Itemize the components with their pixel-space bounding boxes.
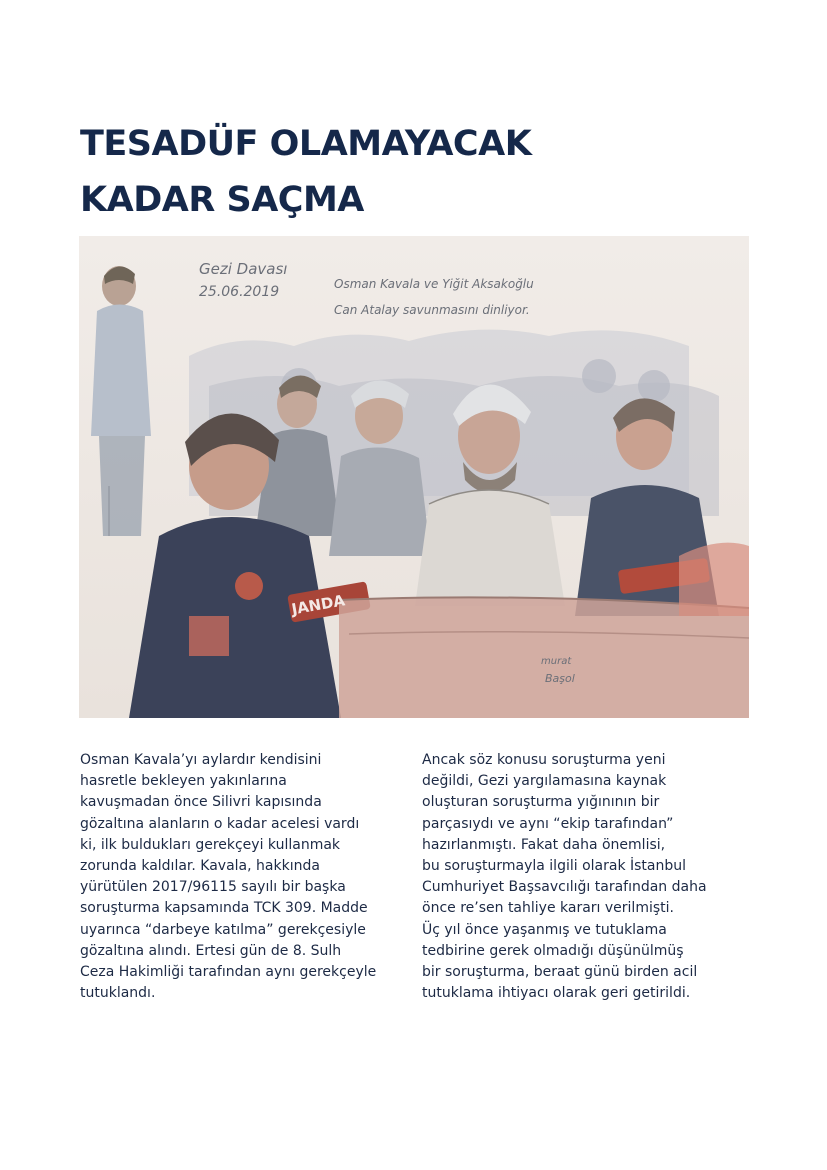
body-left-line: kavuşmadan önce Silivri kapısında (80, 794, 322, 811)
body-left-line: uyarınca “darbeye katılma” gerekçesiyle (80, 921, 366, 938)
body-right-line: oluşturan soruşturma yığınının bir (422, 794, 660, 811)
body-left-line: soruşturma kapsamında TCK 309. Madde (80, 900, 368, 917)
body-left-line: ki, ilk buldukları gerekçeyi kullanmak (80, 836, 341, 853)
body-right-line: Cumhuriyet Başsavcılığı tarafından daha (422, 879, 707, 896)
body-column-left (80, 750, 402, 1004)
body-right-line: hazırlanmıştı. Fakat daha önemlisi, (422, 836, 666, 853)
body-column-right (422, 750, 752, 1004)
body-right-line: parçasıydı ve aynı “ekip tarafından” (422, 815, 674, 832)
body-left-line: gözaltına alındı. Ertesi gün de 8. Sulh (80, 942, 342, 959)
body-left-line: gözaltına alanların o kadar acelesi vardı (80, 815, 360, 832)
body-right-line: bu soruşturmayla ilgili olarak İstanbul (422, 858, 687, 875)
sketch-caption-line-2: Can Atalay savunmasını dinliyor. (334, 303, 530, 317)
body-left-line: tutuklandı. (80, 985, 156, 1002)
sketch-case-label: Gezi Davası (199, 260, 288, 278)
body-right-line: önce re’sen tahliye kararı verilmişti. (422, 900, 674, 917)
body-right-line: Ancak söz konusu soruşturma yeni (422, 752, 666, 768)
body-right-line: tedbirine gerek olmadığı düşünülmüş (422, 942, 684, 959)
sketch-caption-line-1: Osman Kavala ve Yiğit Aksakoğlu (334, 277, 534, 291)
body-right-line: Üç yıl önce yaşanmış ve tutuklama (422, 921, 667, 938)
sketch-signature-line-1: murat (541, 656, 572, 667)
body-left-line: yürütülen 2017/96115 sayılı bir başka (80, 879, 346, 896)
article-title (80, 116, 700, 228)
sketch-badge-text: JANDA (290, 591, 347, 619)
body-right-line: bir soruşturma, beraat günü birden acil (422, 964, 698, 981)
courtroom-sketch (79, 236, 749, 718)
body-left-line: Ceza Hakimliği tarafından aynı gerekçeyle (80, 964, 377, 981)
body-left-line: zorunda kaldılar. Kavala, hakkında (80, 858, 320, 875)
body-left-line: Osman Kavala’yı aylardır kendisini (80, 752, 322, 768)
sketch-date: 25.06.2019 (199, 284, 280, 300)
body-right-line: tutuklama ihtiyacı olarak geri getirildi. (422, 985, 691, 1002)
title-line-1: TESADÜF OLAMAYACAK (80, 124, 532, 164)
body-left-line: hasretle bekleyen yakınlarına (80, 773, 287, 790)
sketch-signature-line-2: Başol (545, 672, 575, 685)
body-right-line: değildi, Gezi yargılamasına kaynak (422, 773, 667, 790)
title-line-2: KADAR SAÇMA (80, 180, 364, 220)
